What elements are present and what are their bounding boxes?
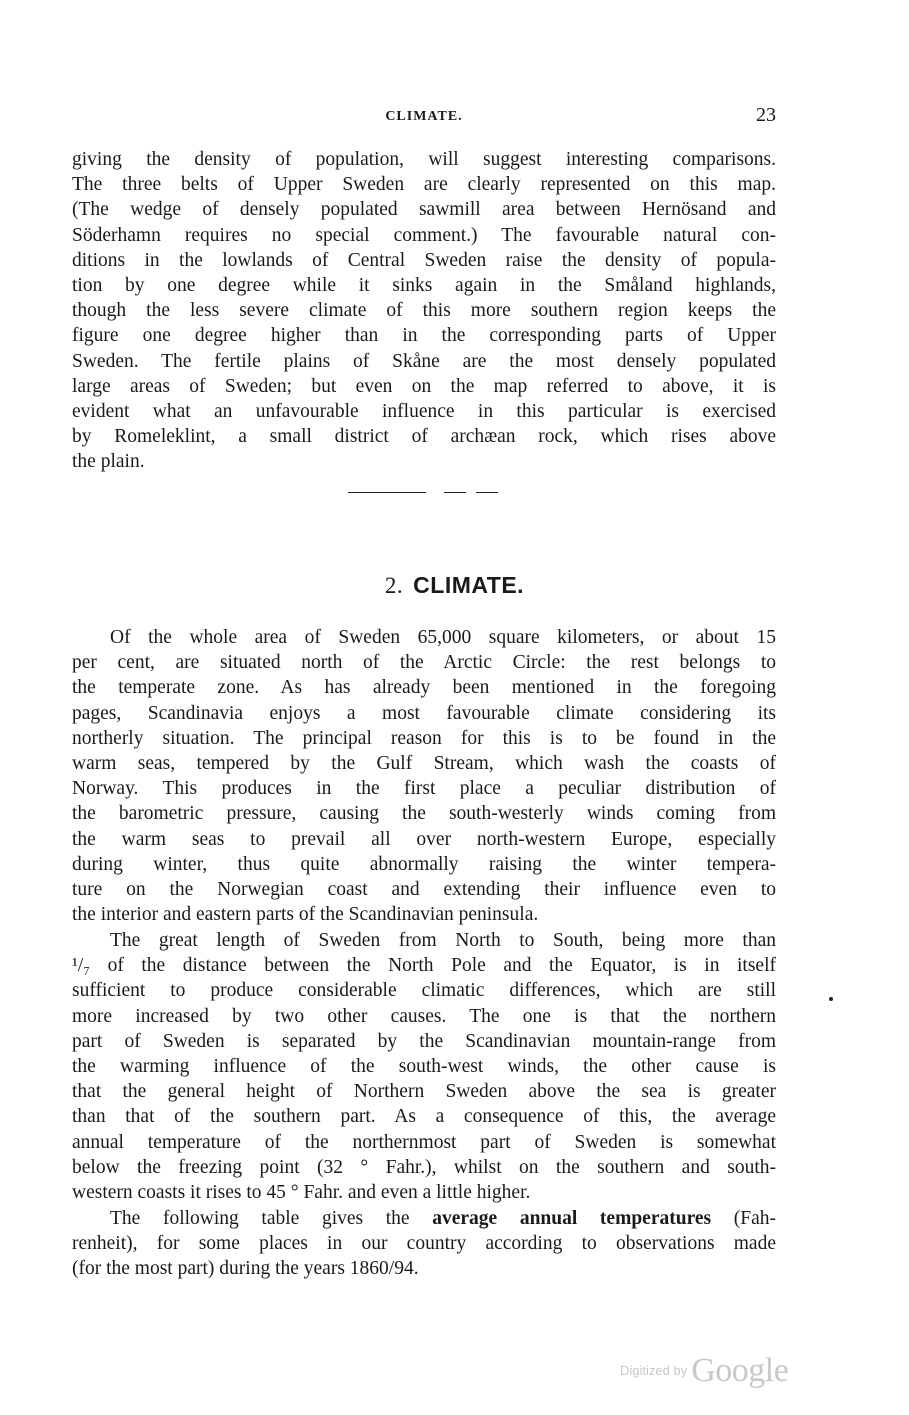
margin-mark [829,997,833,1001]
text-line: The three belts of Upper Sweden are clearly represented on this map. [72,174,776,196]
text-line: though the less severe climate of this more southern region keeps the [72,300,776,322]
text-line: per cent, are situated north of the Arctic Circle: the rest belongs to [72,652,776,674]
digitized-watermark [620,1352,788,1390]
text-line: (for the most part) during the years 1860/94. [72,1258,419,1280]
running-title: CLIMATE. [385,109,463,124]
watermark-prefix: Digitized by [620,1363,688,1378]
text-line: during winter, thus quite abnormally raising the winter tempera- [72,853,776,875]
paragraph-temperature-table-intro [72,1206,776,1282]
paragraph-climatic-differences [72,928,776,1205]
text-line: the warm seas to prevail all over north-western Europe, especially [72,828,776,850]
text-line: more increased by two other causes. The one is that the northern [72,1005,776,1027]
text-line: northerly situation. The principal reason for this is to be found in the [72,727,776,749]
text-line: The following table gives the average annual temperatures (Fah- [110,1208,776,1229]
section-heading [0,572,909,599]
text-line: ditions in the lowlands of Central Sweden raise the density of popula- [72,249,776,271]
text-line: figure one degree higher than in the corresponding parts of Upper [72,325,776,347]
google-logo: Google [691,1352,789,1389]
text-line: than that of the southern part. As a consequence of this, the average [72,1106,776,1128]
text-line: sufficient to produce considerable climatic differences, which are still [72,980,776,1002]
text-line: the plain. [72,451,145,473]
page-number: 23 [756,104,776,126]
text-line: the warming influence of the south-west winds, the other cause is [72,1055,776,1077]
emphasis-average-temperatures: average annual temperatures [432,1208,712,1229]
text-line: the temperate zone. As has already been mentioned in the foregoing [72,677,776,699]
text-line: the barometric pressure, causing the south-westerly winds coming from [72,803,776,825]
text-line: Of the whole area of Sweden 65,000 square kilometers, or about 15 [110,627,776,648]
section-title: CLIMATE. [413,572,525,598]
text-line: annual temperature of the northernmost part of Sweden is somewhat [72,1131,776,1153]
text-line: evident what an unfavourable influence in this particular is exercised [72,400,776,422]
text-line: the interior and eastern parts of the Scandinavian peninsula. [72,904,539,926]
text-line: large areas of Sweden; but even on the map referred to above, it is [72,375,776,397]
text-line: renheit), for some places in our country according to observations made [72,1233,776,1255]
text-line: Sweden. The fertile plains of Skåne are the most densely populated [72,350,776,372]
paragraph-population [72,147,776,474]
paragraph-arctic-circle [72,625,776,927]
text-line: warm seas, tempered by the Gulf Stream, which wash the coasts of [72,752,776,774]
text-line: by Romeleklint, a small district of archæan rock, which rises above [72,426,776,448]
text-line: ¹/₇ of the distance between the North Pole and the Equator, is in itself [72,955,776,977]
text-line: that the general height of Northern Sweden above the sea is greater [72,1081,776,1103]
text-line: western coasts it rises to 45 ° Fahr. and even a little higher. [72,1181,531,1203]
text-line: The great length of Sweden from North to South, being more than [110,930,776,951]
section-number: 2. [384,573,404,598]
text-line: Söderhamn requires no special comment.) The favourable natural con- [72,224,776,246]
text-line: part of Sweden is separated by the Scandinavian mountain-range from [72,1030,776,1052]
text-line: pages, Scandinavia enjoys a most favourable climate considering its [72,702,776,724]
text-line: ture on the Norwegian coast and extending their influence even to [72,878,776,900]
running-head [72,104,776,130]
text-line: below the freezing point (32 ° Fahr.), whilst on the southern and south- [72,1156,776,1178]
text-line: Norway. This produces in the first place a peculiar distribution of [72,778,776,800]
text-line: giving the density of population, will suggest interesting comparisons. [72,149,776,170]
text-line: (The wedge of densely populated sawmill area between Hernösand and [72,199,776,221]
section-divider [348,492,498,493]
text-line: tion by one degree while it sinks again in the Småland highlands, [72,274,776,296]
